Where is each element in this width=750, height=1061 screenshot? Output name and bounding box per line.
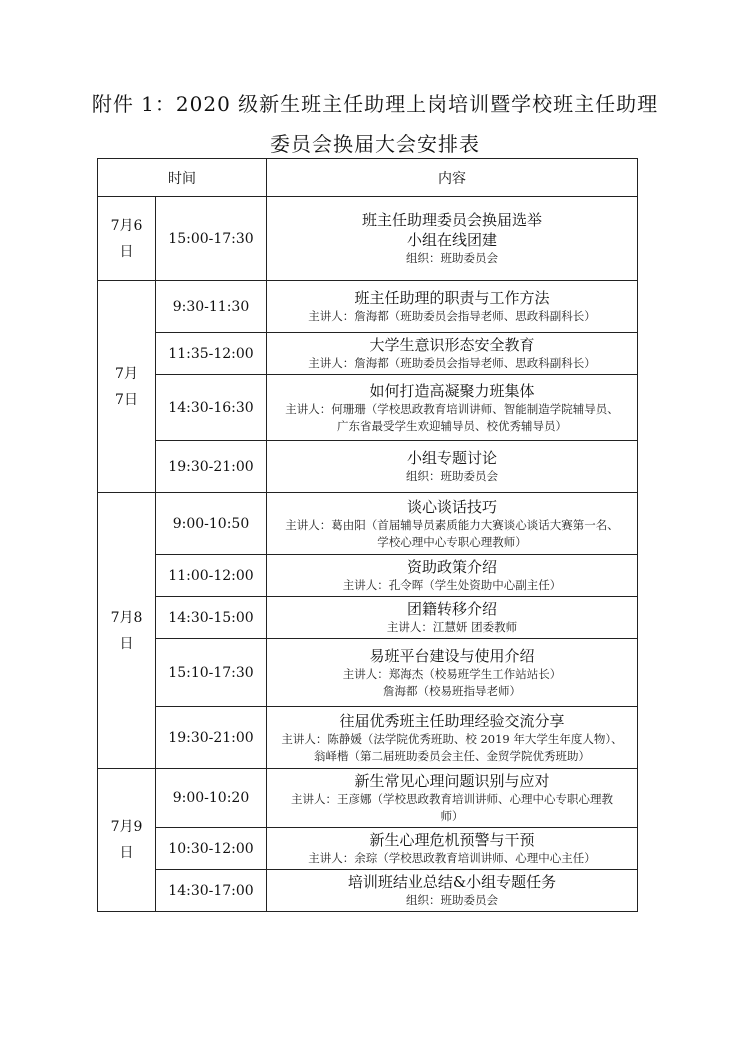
date-cell: [98, 493, 156, 769]
date-text: 7月: [115, 365, 138, 382]
content-cell: [267, 375, 638, 441]
time-cell: 14:30-17:00: [156, 870, 267, 912]
session-detail: 主讲人：孔令晖（学生处资助中心副主任）: [342, 578, 562, 592]
time-cell: 15:10-17:30: [156, 639, 267, 707]
session-detail: 广东省最受学生欢迎辅导员、校优秀辅导员）: [337, 418, 567, 433]
time-cell: 10:30-12:00: [156, 828, 267, 870]
content-cell: [267, 493, 638, 555]
table-row: [98, 597, 638, 639]
date-text: 日: [119, 845, 134, 861]
time-cell: 19:30-21:00: [156, 441, 267, 493]
session-title: 往届优秀班主任助理经验交流分享: [339, 711, 565, 730]
date-cell: [98, 281, 156, 493]
time-cell: 19:30-21:00: [156, 707, 267, 769]
session-title: 团籍转移介绍: [406, 600, 497, 618]
session-title: 资助政策介绍: [406, 558, 497, 576]
time-cell: 9:30-11:30: [156, 281, 267, 333]
time-cell: 11:35-12:00: [156, 333, 267, 375]
session-detail: 组织：班助委员会: [406, 893, 498, 907]
session-detail: 主讲人：葛由阳（首届辅导员素质能力大赛谈心谈话大赛第一名、: [285, 517, 619, 532]
content-cell: [267, 639, 638, 707]
session-detail: 主讲人：詹海都（班助委员会指导老师、思政科副科长）: [308, 356, 596, 370]
session-detail: 组织：班助委员会: [406, 251, 498, 265]
time-cell: 15:00-17:30: [156, 197, 267, 281]
session-title: 小组专题讨论: [406, 449, 497, 467]
table-header-row: [98, 159, 638, 197]
session-title: 谈心谈话技巧: [406, 497, 497, 516]
session-detail: 师）: [440, 809, 464, 823]
header-content: 内容: [267, 159, 638, 197]
table-row: [98, 870, 638, 912]
date-text: 7日: [115, 391, 138, 408]
content-cell: [267, 281, 638, 333]
schedule-table: [97, 158, 638, 912]
session-detail: 组织：班助委员会: [406, 469, 498, 483]
content-cell: [267, 828, 638, 870]
content-cell: [267, 707, 638, 769]
table-row: [98, 441, 638, 493]
date-text: 日: [119, 635, 134, 652]
session-title: 大学生意识形态安全教育: [369, 336, 535, 354]
session-detail: 小组在线团建: [406, 231, 497, 249]
content-cell: [267, 555, 638, 597]
session-title: 班主任助理委员会换届选举: [361, 211, 542, 229]
header-time: 时间: [98, 159, 267, 197]
session-detail: 主讲人：何珊珊（学校思政教育培训讲师、智能制造学院辅导员、: [285, 401, 619, 416]
session-detail: 詹海都（校易班指导老师）: [383, 683, 521, 698]
table-row: [98, 555, 638, 597]
session-detail: 主讲人：江慧妍 团委教师: [386, 620, 518, 634]
time-cell: 11:00-12:00: [156, 555, 267, 597]
time-cell: 9:00-10:50: [156, 493, 267, 555]
time-cell: 14:30-16:30: [156, 375, 267, 441]
table-row: [98, 493, 638, 555]
date-text: 日: [119, 243, 134, 260]
date-cell: [98, 769, 156, 912]
content-cell: [267, 197, 638, 281]
session-detail: 主讲人：詹海都（班助委员会指导老师、思政科副科长）: [308, 309, 596, 323]
session-detail: 主讲人：郑海杰（校易班学生工作站站长）: [342, 666, 562, 681]
content-cell: [267, 441, 638, 493]
content-cell: [267, 597, 638, 639]
date-text: 7月8: [110, 609, 143, 626]
document-title-line-2: 委员会换届大会安排表: [270, 132, 480, 156]
session-detail: 主讲人：余琮（学校思政教育培训讲师、心理中心主任）: [308, 851, 596, 865]
content-cell: [267, 333, 638, 375]
session-title: 易班平台建设与使用介绍: [369, 646, 535, 665]
table-row: [98, 375, 638, 441]
table-row: [98, 707, 638, 769]
session-detail: 主讲人：王彦娜（学校思政教育培训讲师、心理中心专职心理教: [291, 792, 613, 806]
session-title: 班主任助理的职责与工作方法: [354, 289, 550, 307]
session-title: 新生心理危机预警与干预: [369, 831, 535, 849]
session-title: 培训班结业总结&小组专题任务: [347, 873, 557, 891]
time-cell: 9:00-10:20: [156, 769, 267, 828]
session-title: 新生常见心理问题识别与应对: [354, 772, 550, 790]
document-title-line-1: 附件 1：2020 级新生班主任助理上岗培训暨学校班主任助理: [91, 92, 659, 116]
table-row: [98, 197, 638, 281]
session-detail: 翁峄楷（第二届班助委员会主任、金贸学院优秀班助）: [314, 748, 590, 763]
table-row: [98, 828, 638, 870]
table-row: [98, 769, 638, 828]
table-row: [98, 281, 638, 333]
session-detail: 主讲人：陈静媛（法学院优秀班助、校 2019 年大学生年度人物）、: [281, 731, 623, 746]
content-cell: [267, 870, 638, 912]
session-title: 如何打造高凝聚力班集体: [369, 381, 535, 400]
table-row: [98, 333, 638, 375]
content-cell: [267, 769, 638, 828]
table-row: [98, 639, 638, 707]
date-text: 7月9: [110, 819, 143, 835]
session-detail: 学校心理中心专职心理教师）: [377, 534, 527, 549]
date-text: 7月6: [110, 217, 143, 234]
time-cell: 14:30-15:00: [156, 597, 267, 639]
date-cell: [98, 197, 156, 281]
